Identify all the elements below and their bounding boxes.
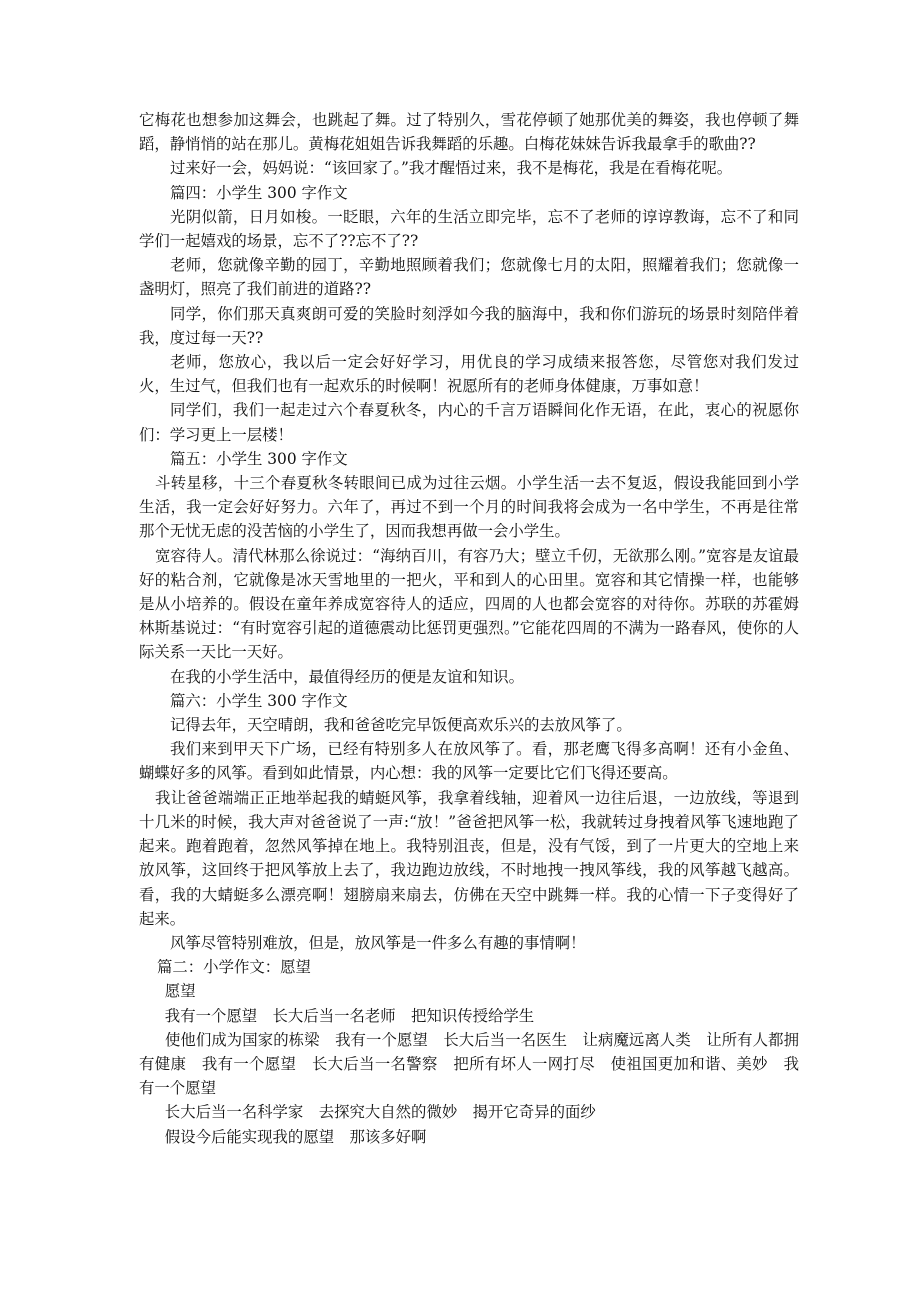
body-paragraph: 过来好一会，妈妈说：“该回家了。”我才醒悟过来，我不是梅花，我是在看梅花呢。 (170, 159, 733, 178)
section-heading: 篇六：小学生 300 字作文 (170, 691, 348, 710)
section-heading: 篇二：小学作文：愿望 (157, 958, 311, 977)
document-body (139, 108, 799, 1149)
body-paragraph: 长大后当一名科学家 去探究大自然的微妙 揭开它奇异的面纱 (155, 1103, 596, 1122)
body-paragraph: 我们来到甲天下广场，已经有特别多人在放风筝了。看，那老鹰飞得多高啊！还有小金鱼、蝴蝶好多的风筝。看到如此情景，内心想：我的风筝一定要比它们飞得还要高。 (139, 740, 799, 783)
body-paragraph: 它梅花也想参加这舞会，也跳起了舞。过了特别久，雪花停顿了她那优美的舞姿，我也停顿了舞蹈，静悄悄的站在那儿。黄梅花姐姐告诉我舞蹈的乐趣。白梅花妹妹告诉我最拿手的歌曲?? (139, 111, 799, 154)
body-paragraph: 愿望 (155, 982, 196, 1001)
body-paragraph: 我让爸爸端端正正地举起我的蜻蜓风筝，我拿着线轴，迎着风一边往后退，一边放线，等退到十几米的时候，我大声对爸爸说了一声:“放！”爸爸把风筝一松，我就转过身拽着风筝飞速地跑了起来。跑着跑着，忽然风筝掉在地上。我特别沮丧，但是，没有气馁，到了一片更大的空地上来放风筝，这回终于把风筝放上去了，我边跑边放线，不时地拽一拽风筝线，我的风筝越飞越高。看，我的大蜻蜓多么漂亮啊！翅膀扇来扇去，仿佛在天空中跳舞一样。我的心情一下子变得好了起来。 (139, 788, 799, 928)
section-heading: 篇四：小学生 300 字作文 (170, 183, 348, 202)
body-paragraph: 同学们，我们一起走过六个春夏秋冬，内心的千言万语瞬间化作无语，在此，衷心的祝愿你们：学习更上一层楼！ (139, 401, 799, 444)
body-paragraph: 宽容待人。清代林那么徐说过：“海纳百川，有容乃大；壁立千仞，无欲那么刚。”宽容是友谊最好的粘合剂，它就像是冰天雪地里的一把火，平和到人的心田里。宽容和其它情操一样，也能够是从小培养的。假设在童年养成宽容待人的适应，四周的人也都会宽容的对待你。苏联的苏霍姆林斯基说过：“有时宽容引起的道德震动比惩罚更强烈。”它能花四周的不满为一路春风，使你的人际关系一天比一天好。 (139, 546, 799, 662)
body-paragraph: 风筝尽管特别难放，但是，放风筝是一件多么有趣的事情啊！ (170, 933, 586, 952)
body-paragraph: 老师，您就像辛勤的园丁，辛勤地照顾着我们；您就像七月的太阳，照耀着我们；您就像一盏明灯，照亮了我们前进的道路?? (139, 256, 799, 299)
body-paragraph: 使他们成为国家的栋梁 我有一个愿望 长大后当一名医生 让病魔远离人类 让所有人都拥有健康 我有一个愿望 长大后当一名警察 把所有坏人一网打尽 使祖国更加和谐、美妙 我有一个愿望 (139, 1030, 799, 1098)
body-paragraph: 斗转星移，十三个春夏秋冬转眼间已成为过往云烟。小学生活一去不复返，假设我能回到小学生活，我一定会好好努力。六年了，再过不到一个月的时间我将会成为一名中学生，不再是往常那个无忧无虑的没苦恼的小学生了，因而我想再做一会小学生。 (139, 474, 799, 541)
body-paragraph: 光阴似箭，日月如梭。一眨眼，六年的生活立即完毕，忘不了老师的谆谆教诲，忘不了和同学们一起嬉戏的场景，忘不了??忘不了?? (139, 207, 799, 251)
body-paragraph: 同学，你们那天真爽朗可爱的笑脸时刻浮如今我的脑海中，我和你们游玩的场景时刻陪伴着我，度过每一天?? (139, 304, 799, 347)
body-paragraph: 记得去年，天空晴朗，我和爸爸吃完早饭便高欢乐兴的去放风筝了。 (170, 716, 632, 735)
section-heading: 篇五：小学生 300 字作文 (170, 449, 348, 468)
body-paragraph: 假设今后能实现我的愿望 那该多好啊 (155, 1127, 427, 1146)
body-paragraph: 老师，您放心，我以后一定会好好学习，用优良的学习成绩来报答您，尽管您对我们发过火，生过气，但我们也有一起欢乐的时候啊！祝愿所有的老师身体健康，万事如意！ (139, 353, 799, 396)
body-paragraph: 我有一个愿望 长大后当一名老师 把知识传授给学生 (155, 1006, 535, 1025)
body-paragraph: 在我的小学生活中，最值得经历的便是友谊和知识。 (170, 667, 524, 686)
